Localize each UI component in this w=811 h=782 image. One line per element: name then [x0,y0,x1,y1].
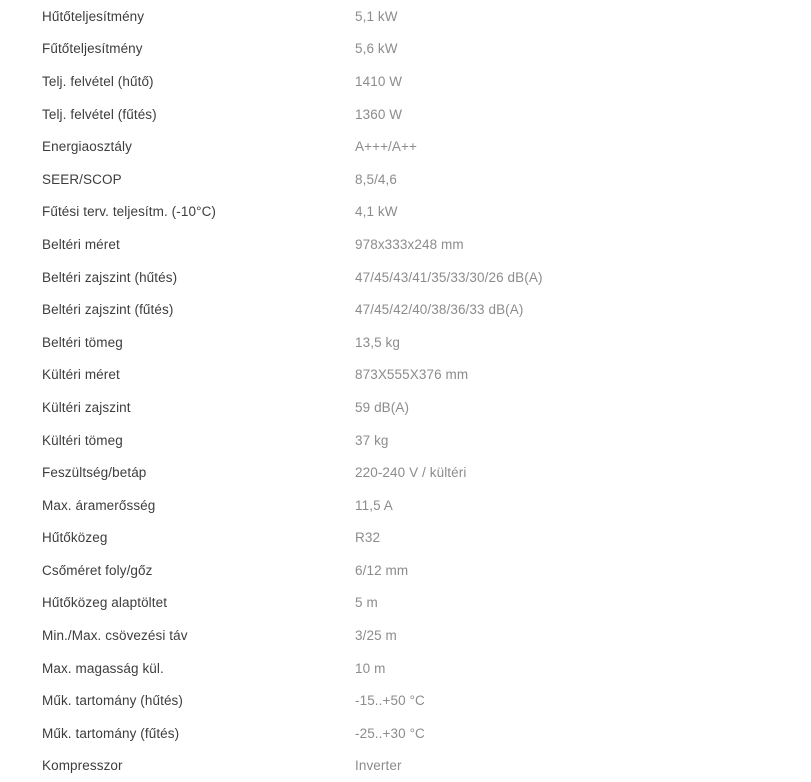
spec-label: Műk. tartomány (fűtés) [42,725,180,741]
spec-value: R32 [355,530,381,546]
spec-label: Kültéri zajszint [42,399,131,415]
table-row [0,163,811,196]
table-row [0,196,811,229]
table-row [0,33,811,66]
table-row [0,587,811,620]
table-row [0,359,811,392]
spec-label: Telj. felvétel (hűtő) [42,73,154,89]
spec-value: 59 dB(A) [355,399,410,415]
spec-value: -25..+30 °C [355,725,425,741]
spec-label: Beltéri méret [42,236,120,252]
table-row [0,98,811,131]
spec-value: 1360 W [355,106,403,122]
spec-label: Kültéri méret [42,367,120,383]
table-row [0,619,811,652]
spec-value: 37 kg [355,432,389,448]
spec-label: Csőméret foly/gőz [42,562,153,578]
spec-label: Hűtőteljesítmény [42,8,145,24]
spec-value: 47/45/42/40/38/36/33 dB(A) [355,302,524,318]
table-row [0,228,811,261]
spec-label: Fűtőteljesítmény [42,41,143,57]
spec-value: 220-240 V / kültéri [355,465,467,481]
spec-label: Kültéri tömeg [42,432,123,448]
spec-label: Beltéri zajszint (hűtés) [42,269,178,285]
table-row [0,0,811,33]
spec-label: Feszültség/betáp [42,465,147,481]
spec-label: Kompresszor [42,758,123,774]
spec-label: Energiaosztály [42,139,132,155]
table-row [0,65,811,98]
spec-label: Telj. felvétel (fűtés) [42,106,157,122]
spec-value: 11,5 A [355,497,393,513]
table-row [0,130,811,163]
table-row [0,489,811,522]
spec-value: 3/25 m [355,628,397,644]
table-row [0,391,811,424]
table-row [0,261,811,294]
spec-value: 47/45/43/41/35/33/30/26 dB(A) [355,269,543,285]
spec-value: 13,5 kg [355,334,400,350]
spec-label: Beltéri tömeg [42,334,123,350]
spec-value: 1410 W [355,73,403,89]
table-row [0,750,811,782]
spec-label: Műk. tartomány (hűtés) [42,693,183,709]
spec-value: A+++/A++ [355,139,417,155]
table-row [0,684,811,717]
spec-value: 5 m [355,595,378,611]
table-row [0,554,811,587]
spec-value: 6/12 mm [355,562,409,578]
table-row [0,326,811,359]
spec-label: Max. magasság kül. [42,660,164,676]
spec-label: Hűtőközeg [42,530,108,546]
spec-value: 5,6 kW [355,41,398,57]
table-row [0,522,811,555]
spec-value: -15..+50 °C [355,693,425,709]
table-row [0,424,811,457]
spec-value: 10 m [355,660,386,676]
spec-value: 873X555X376 mm [355,367,469,383]
spec-label: Max. áramerősség [42,497,156,513]
table-row [0,293,811,326]
spec-value: Inverter [355,758,402,774]
spec-value: 5,1 kW [355,8,398,24]
spec-label: Fűtési terv. teljesítm. (-10°C) [42,204,217,220]
table-row [0,456,811,489]
table-row [0,652,811,685]
spec-label: SEER/SCOP [42,171,122,187]
spec-label: Min./Max. csövezési táv [42,628,188,644]
spec-label: Hűtőközeg alaptöltet [42,595,168,611]
spec-value: 8,5/4,6 [355,171,397,187]
spec-label: Beltéri zajszint (fűtés) [42,302,174,318]
spec-value: 978x333x248 mm [355,236,464,252]
table-row [0,717,811,750]
spec-value: 4,1 kW [355,204,398,220]
